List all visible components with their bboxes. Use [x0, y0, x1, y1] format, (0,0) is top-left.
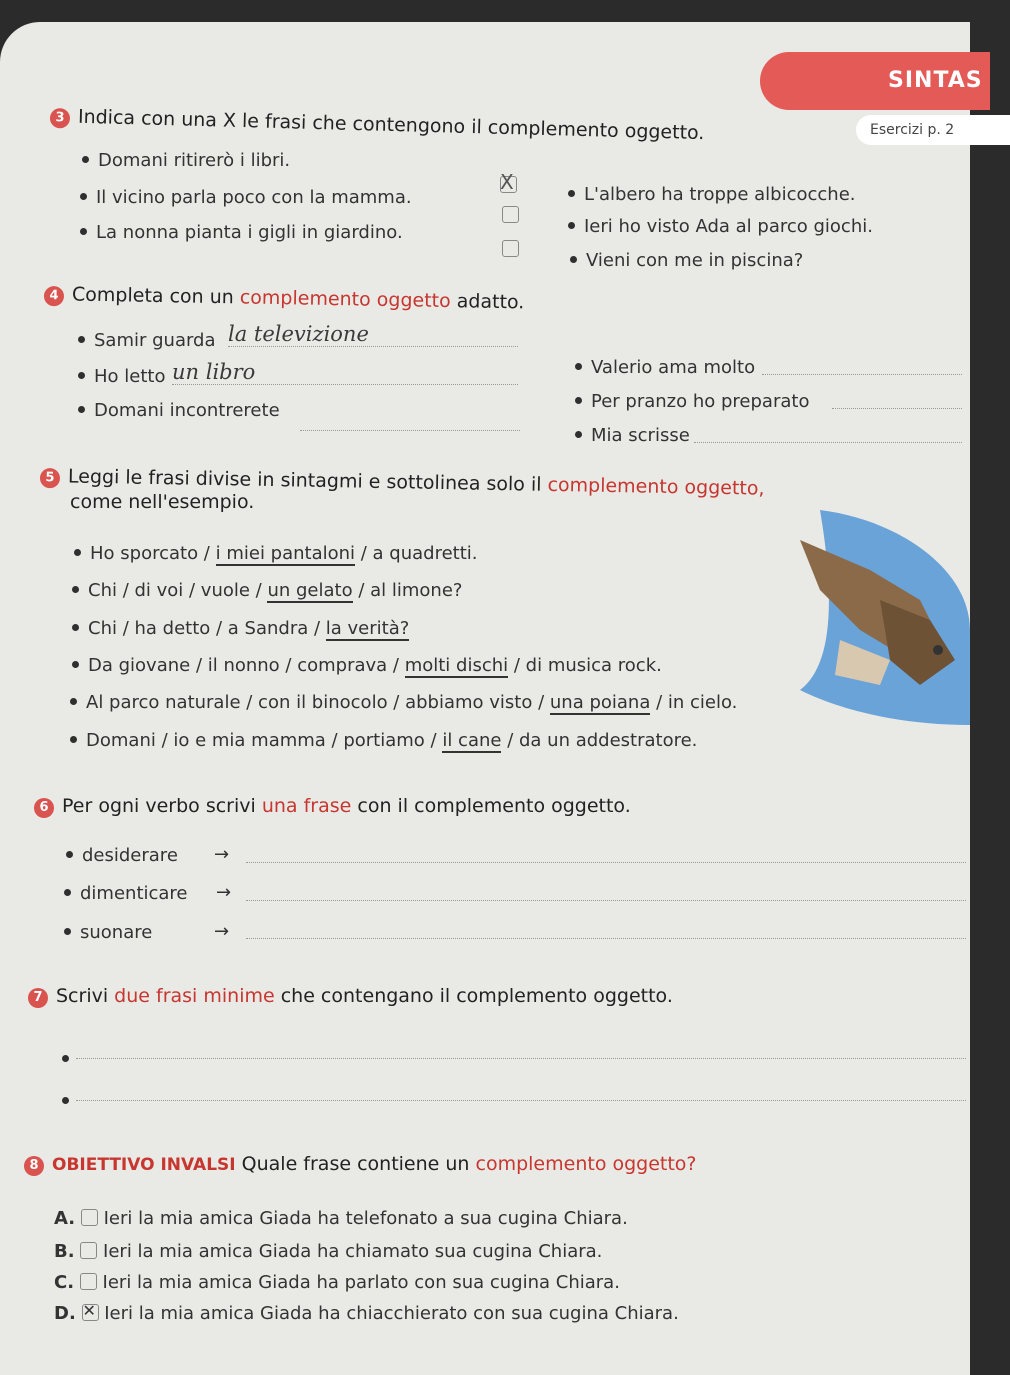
ex3-left-2: La nonna pianta i gigli in giardino.: [80, 222, 403, 243]
ex3-left-1: Il vicino parla poco con la mamma.: [80, 187, 412, 208]
ex6-line-0[interactable]: [246, 850, 966, 863]
eagle-illustration: [780, 510, 970, 725]
ex6-arrow-1: →: [216, 882, 232, 903]
check-mark-icon: ✕: [82, 1301, 96, 1320]
ex4-right-line-0[interactable]: [762, 362, 962, 375]
ex6-line-2[interactable]: [246, 926, 966, 939]
ex4-title: 4 Completa con un complemento oggetto adatto.: [44, 283, 525, 314]
ex6-verb-2: suonare: [64, 922, 152, 943]
esercizi-tab: Esercizi p. 2: [856, 115, 1010, 145]
ex4-right-2: Mia scrisse: [575, 425, 690, 446]
ex3-title: 3 Indica con una X le frasi che contengono il complemento oggetto.: [50, 105, 705, 145]
ex5-title: 5 Leggi le frasi divise in sintagmi e sottolinea solo il complemento oggetto,: [40, 465, 765, 501]
ex6-line-1[interactable]: [246, 888, 966, 901]
ex4-right-line-2[interactable]: [694, 430, 962, 443]
ex4-right-0: Valerio ama molto: [575, 357, 755, 378]
ex6-arrow-0: →: [214, 844, 230, 865]
ex5-item-5: Domani / io e mia mamma / portiamo / il cane / da un addestratore.: [70, 730, 697, 751]
ex5-item-4: Al parco naturale / con il binocolo / abbiamo visto / una poiana / in cielo.: [70, 692, 737, 713]
ex4-left-0: Samir guarda: [78, 330, 216, 351]
ex6-verb-1: dimenticare: [64, 883, 188, 904]
ex8-option-c[interactable]: C. Ieri la mia amica Giada ha parlato con sua cugina Chiara.: [54, 1272, 620, 1293]
ex3-checkbox-2[interactable]: [502, 240, 519, 259]
section-band: [760, 52, 990, 110]
ex7-line-0[interactable]: [76, 1046, 966, 1059]
ex5-item-1: Chi / di voi / vuole / un gelato / al limone?: [72, 580, 462, 601]
ex5-title-line2: come nell'esempio.: [70, 491, 255, 513]
ex3-checkbox-1[interactable]: [502, 206, 519, 225]
ex7-line-1[interactable]: [76, 1088, 966, 1101]
ex4-left-1: Ho letto: [78, 366, 165, 387]
ex4-right-1: Per pranzo ho preparato: [575, 391, 809, 412]
ex8-option-a[interactable]: A. Ieri la mia amica Giada ha telefonato a sua cugina Chiara.: [54, 1208, 628, 1229]
ex4-left-2: Domani incontrerete: [78, 400, 280, 421]
ex3-number: 3: [50, 108, 71, 129]
ex4-right-line-1[interactable]: [832, 396, 962, 409]
ex3-left-0: Domani ritirerò i libri.: [82, 150, 290, 171]
ex3-checkbox-0[interactable]: X: [500, 172, 517, 196]
ex6-verb-0: desiderare: [66, 845, 178, 866]
ex8-option-b[interactable]: B. Ieri la mia amica Giada ha chiamato sua cugina Chiara.: [54, 1241, 603, 1262]
section-title: SINTAS: [888, 68, 983, 93]
ex5-item-3: Da giovane / il nonno / comprava / molti dischi / di musica rock.: [72, 655, 662, 676]
ex6-arrow-2: →: [214, 921, 230, 942]
ex4-answer-1[interactable]: un libro: [172, 360, 518, 385]
ex8-title: 8 OBIETTIVO INVALSI Quale frase contiene un complemento oggetto?: [24, 1153, 697, 1176]
ex4-answer-0[interactable]: la televizione: [228, 322, 518, 347]
ex3-right-0: L'albero ha troppe albicocche.: [568, 184, 856, 205]
ex8-option-d[interactable]: D. ✕ Ieri la mia amica Giada ha chiacchierato con sua cugina Chiara.: [54, 1301, 679, 1324]
ex7-title: 7 Scrivi due frasi minime che contengano il complemento oggetto.: [28, 985, 673, 1008]
ex5-item-2: Chi / ha detto / a Sandra / la verità?: [72, 618, 409, 639]
ex5-item-0: Ho sporcato / i miei pantaloni / a quadretti.: [74, 543, 478, 564]
ex6-title: 6 Per ogni verbo scrivi una frase con il complemento oggetto.: [34, 795, 631, 818]
ex4-answer-2[interactable]: [300, 418, 520, 431]
ex3-right-2: Vieni con me in piscina?: [570, 250, 803, 271]
ex3-right-1: Ieri ho visto Ada al parco giochi.: [568, 216, 873, 237]
